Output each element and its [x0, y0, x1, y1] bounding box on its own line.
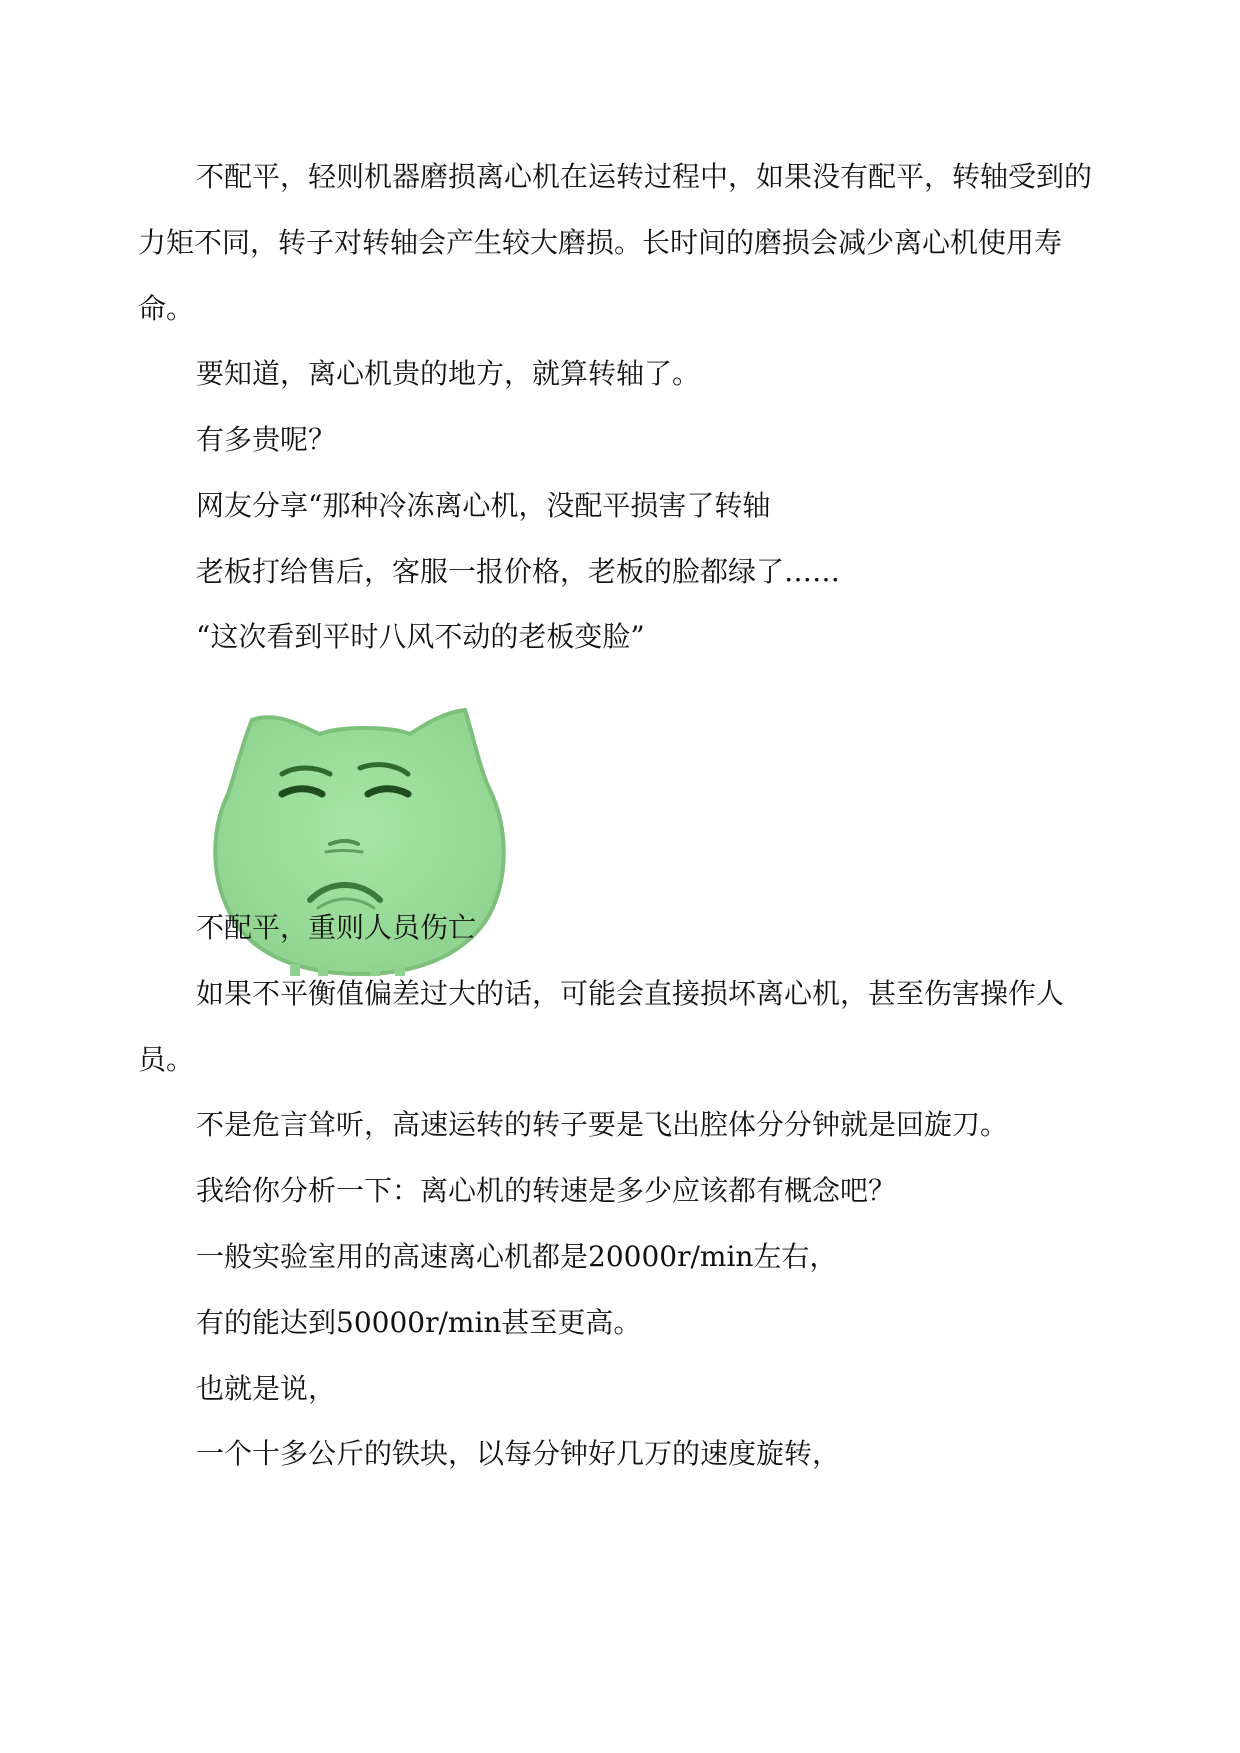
paragraph-5: 老板打给售后，客服一报价格，老板的脸都绿了…… — [196, 555, 841, 588]
paragraph-10: 我给你分析一下：离心机的转速是多少应该都有概念吧？ — [196, 1174, 897, 1207]
paragraph-14: 一个十多公斤的铁块，以每分钟好几万的速度旋转， — [196, 1437, 841, 1470]
paragraph-2: 要知道，离心机贵的地方，就算转轴了。 — [196, 357, 701, 390]
paragraph-3: 有多贵呢？ — [196, 423, 337, 456]
paragraph-11: 一般实验室用的高速离心机都是20000r/min左右， — [196, 1240, 838, 1273]
paragraph-12: 有的能达到50000r/min甚至更高。 — [196, 1306, 642, 1339]
paragraph-13: 也就是说， — [196, 1372, 337, 1405]
paragraph-8: 如果不平衡值偏差过大的话，可能会直接损坏离心机，甚至伤害操作人员。 — [138, 977, 1065, 1076]
paragraph-7: 不配平，重则人员伤亡 — [196, 911, 477, 944]
paragraph-9: 不是危言耸听，高速运转的转子要是飞出腔体分分钟就是回旋刀。 — [196, 1108, 1009, 1141]
paragraph-1: 不配平，轻则机器磨损离心机在运转过程中，如果没有配平，转轴受到的力矩不同，转子对转轴会产生较大磨损。长时间的磨损会减少离心机使用寿命。 — [138, 160, 1093, 325]
paragraph-4: 网友分享“那种冷冻离心机，没配平损害了转轴 — [196, 489, 771, 522]
paragraph-6: “这次看到平时八风不动的老板变脸” — [196, 620, 645, 653]
